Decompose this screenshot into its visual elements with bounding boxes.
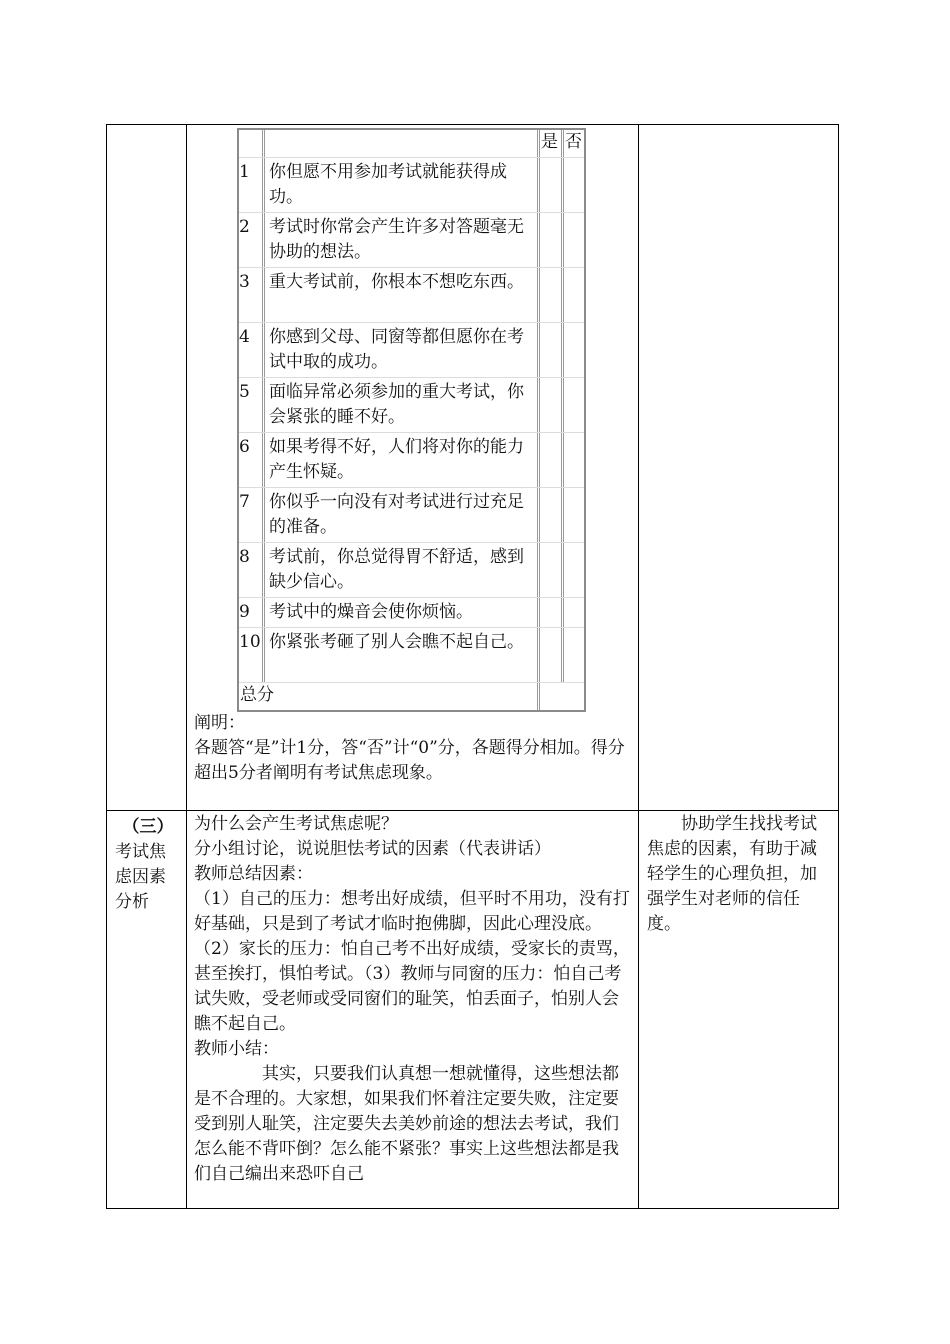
no-cell xyxy=(565,433,584,487)
section-content xyxy=(194,812,632,1187)
item-number: 10 xyxy=(239,632,261,652)
section-number: （三） xyxy=(122,817,174,837)
questionnaire-total-row xyxy=(239,683,584,710)
content-paragraph: （1）自己的压力：想考出好成绩，但平时不用功，没有打好基础，只是到了考试才临时抱佛脚，因此心理没底。 xyxy=(194,889,630,934)
yes-cell xyxy=(541,378,564,432)
section-note: 协助学生找找考试焦虑的因素，有助于减轻学生的心理负担，加强学生对老师的信任度。 xyxy=(647,814,817,934)
item-text: 你似乎一向没有对考试进行过充足的准备。 xyxy=(269,492,524,537)
item-number: 3 xyxy=(239,272,250,292)
header-no: 否 xyxy=(565,132,582,152)
item-number: 4 xyxy=(239,327,250,347)
yes-cell xyxy=(541,598,564,627)
total-score-cell xyxy=(541,683,584,710)
no-cell xyxy=(565,598,584,627)
yes-cell xyxy=(541,433,564,487)
content-paragraph: 分小组讨论，说说胆怯考试的因素（代表讲话） xyxy=(194,839,551,859)
section-title: 考试焦虑因素分析 xyxy=(115,842,166,912)
item-text: 你感到父母、同窗等都但愿你在考试中取的成功。 xyxy=(269,327,524,372)
item-text: 重大考试前，你根本不想吃东西。 xyxy=(269,272,524,292)
item-number: 5 xyxy=(239,382,250,402)
questionnaire-row xyxy=(239,433,584,488)
explanation xyxy=(194,711,630,786)
item-number: 8 xyxy=(239,547,250,567)
questionnaire-row xyxy=(239,488,584,543)
column-divider xyxy=(638,125,639,1208)
no-cell xyxy=(565,378,584,432)
yes-cell xyxy=(541,628,564,682)
yes-cell xyxy=(541,268,564,322)
item-text: 面临异常必须参加的重大考试，你会紧张的睡不好。 xyxy=(269,382,524,427)
yes-cell xyxy=(541,488,564,542)
no-cell xyxy=(565,268,584,322)
questionnaire-row xyxy=(239,598,584,628)
questionnaire-row xyxy=(239,268,584,323)
item-text: 考试中的燥音会使你烦恼。 xyxy=(269,602,473,622)
questionnaire-header-row xyxy=(239,130,584,158)
item-number: 6 xyxy=(239,437,250,457)
no-cell xyxy=(565,543,584,597)
lesson-plan-table xyxy=(106,124,839,1209)
header-yes: 是 xyxy=(541,132,558,152)
explanation-title: 阐明： xyxy=(194,713,245,733)
item-number: 1 xyxy=(239,162,250,182)
yes-cell xyxy=(541,323,564,377)
item-number: 7 xyxy=(239,492,250,512)
section-label xyxy=(115,815,181,915)
questionnaire-row xyxy=(239,628,584,683)
questionnaire-row xyxy=(239,323,584,378)
questionnaire-row xyxy=(239,543,584,598)
no-cell xyxy=(565,488,584,542)
item-text: 考试时你常会产生许多对答题毫无协助的想法。 xyxy=(269,217,524,262)
item-text: 你紧张考砸了别人会瞧不起自己。 xyxy=(269,632,524,652)
item-text: 你但愿不用参加考试就能获得成功。 xyxy=(269,162,507,207)
content-paragraph: 教师总结因素： xyxy=(194,864,313,884)
yes-cell xyxy=(541,158,564,212)
item-number: 9 xyxy=(239,602,250,622)
yes-cell xyxy=(541,213,564,267)
item-number: 2 xyxy=(239,217,250,237)
content-paragraph: 教师小结： xyxy=(194,1039,279,1059)
content-paragraph: 其实，只要我们认真想一想就懂得，这些想法都是不合理的。大家想，如果我们怀着注定要失败，注定要受到别人耻笑，注定要失去美妙前途的想法去考试，我们怎么能不背吓倒？怎么能不紧张？事实上这些想法都是我们自己编出来恐吓自己 xyxy=(194,1064,619,1184)
column-divider xyxy=(186,125,187,1208)
explanation-body: 各题答“是”计1分，答“否”计“0”分，各题得分相加。得分超出5分者阐明有考试焦虑现象。 xyxy=(194,738,625,783)
content-paragraph: 为什么会产生考试焦虑呢？ xyxy=(194,814,398,834)
row-divider xyxy=(107,810,838,811)
questionnaire-table xyxy=(237,128,586,712)
no-cell xyxy=(565,323,584,377)
item-text: 考试前，你总觉得胃不舒适，感到缺少信心。 xyxy=(269,547,524,592)
questionnaire-row xyxy=(239,158,584,213)
no-cell xyxy=(565,213,584,267)
yes-cell xyxy=(541,543,564,597)
no-cell xyxy=(565,628,584,682)
no-cell xyxy=(565,158,584,212)
item-text: 如果考得不好，人们将对你的能力产生怀疑。 xyxy=(269,437,524,482)
content-paragraph: （2）家长的压力：怕自己考不出好成绩，受家长的责骂，甚至挨打，惧怕考试。（3）教师与同窗的压力：怕自己考试失败，受老师或受同窗们的耻笑，怕丢面子，怕别人会瞧不起自己。 xyxy=(194,939,630,1034)
total-label: 总分 xyxy=(240,685,274,705)
questionnaire-row xyxy=(239,213,584,268)
questionnaire-row xyxy=(239,378,584,433)
